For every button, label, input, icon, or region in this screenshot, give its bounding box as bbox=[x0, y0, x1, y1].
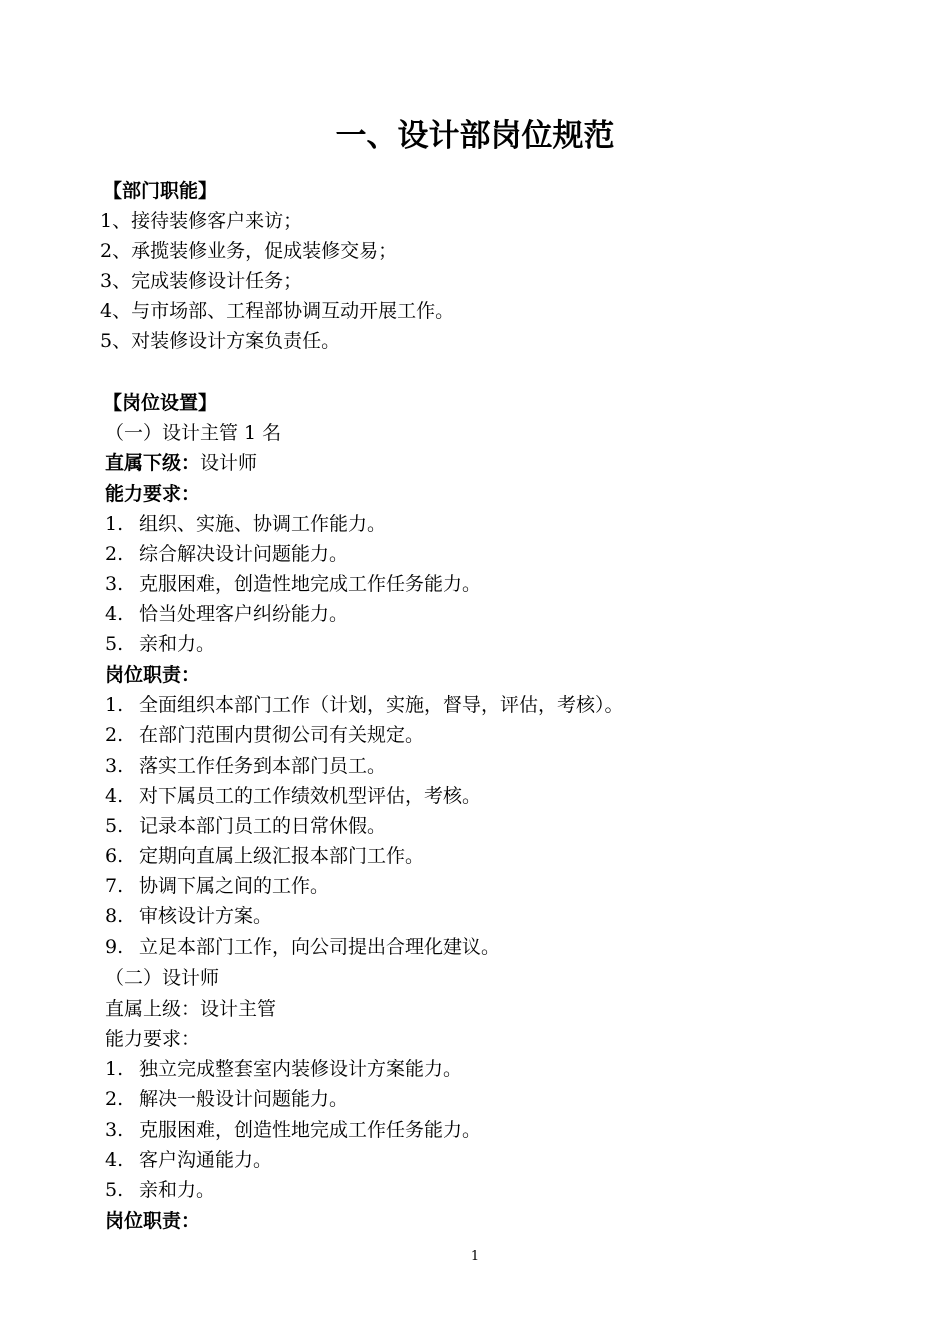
supervisor-duty-label: 岗位职责： bbox=[105, 664, 201, 686]
designer-duty-label: 岗位职责： bbox=[105, 1210, 201, 1232]
supervisor-ability-item: 5. 亲和力。 bbox=[105, 633, 216, 655]
section-heading-function: 【部门职能】 bbox=[103, 180, 218, 202]
designer-ability-item: 3. 克服困难，创造性地完成工作任务能力。 bbox=[105, 1119, 482, 1141]
designer-superior: 直属上级：设计主管 bbox=[105, 998, 277, 1020]
function-item: 4、与市场部、工程部协调互动开展工作。 bbox=[100, 300, 455, 322]
function-item: 3、完成装修设计任务； bbox=[100, 270, 303, 292]
designer-title: （二）设计师 bbox=[105, 967, 220, 989]
supervisor-duty-item: 4. 对下属员工的工作绩效机型评估，考核。 bbox=[105, 785, 482, 807]
designer-ability-label: 能力要求： bbox=[105, 1028, 201, 1050]
section-heading-positions: 【岗位设置】 bbox=[103, 392, 218, 414]
supervisor-ability-item: 3. 克服困难，创造性地完成工作任务能力。 bbox=[105, 573, 482, 595]
supervisor-ability-item: 4. 恰当处理客户纠纷能力。 bbox=[105, 603, 349, 625]
supervisor-duty-item: 8. 审核设计方案。 bbox=[105, 905, 273, 927]
function-item: 2、承揽装修业务，促成装修交易； bbox=[100, 240, 398, 262]
supervisor-ability-item: 2. 综合解决设计问题能力。 bbox=[105, 543, 349, 565]
designer-ability-item: 2. 解决一般设计问题能力。 bbox=[105, 1088, 349, 1110]
function-item: 1、接待装修客户来访； bbox=[100, 210, 303, 232]
designer-ability-item: 4. 客户沟通能力。 bbox=[105, 1149, 273, 1171]
supervisor-title: （一）设计主管 1 名 bbox=[105, 422, 282, 444]
supervisor-duty-item: 2. 在部门范围内贯彻公司有关规定。 bbox=[105, 724, 425, 746]
supervisor-duty-item: 6. 定期向直属上级汇报本部门工作。 bbox=[105, 845, 425, 867]
supervisor-duty-item: 3. 落实工作任务到本部门员工。 bbox=[105, 755, 387, 777]
supervisor-subordinate bbox=[105, 448, 257, 478]
function-item: 5、对装修设计方案负责任。 bbox=[100, 330, 341, 352]
supervisor-duty-item: 7. 协调下属之间的工作。 bbox=[105, 875, 330, 897]
subordinate-label: 直属下级： bbox=[105, 452, 201, 474]
designer-ability-item: 5. 亲和力。 bbox=[105, 1179, 216, 1201]
supervisor-duty-item: 9. 立足本部门工作，向公司提出合理化建议。 bbox=[105, 936, 501, 958]
subordinate-value: 设计师 bbox=[200, 452, 258, 474]
page-number: 1 bbox=[470, 1249, 480, 1264]
supervisor-duty-item: 5. 记录本部门员工的日常休假。 bbox=[105, 815, 387, 837]
page-title: 一、设计部岗位规范 bbox=[335, 118, 615, 154]
designer-ability-item: 1. 独立完成整套室内装修设计方案能力。 bbox=[105, 1058, 463, 1080]
supervisor-ability-item: 1. 组织、实施、协调工作能力。 bbox=[105, 513, 387, 535]
supervisor-duty-item: 1. 全面组织本部门工作（计划，实施，督导，评估，考核）。 bbox=[105, 694, 624, 716]
supervisor-ability-label: 能力要求： bbox=[105, 483, 201, 505]
